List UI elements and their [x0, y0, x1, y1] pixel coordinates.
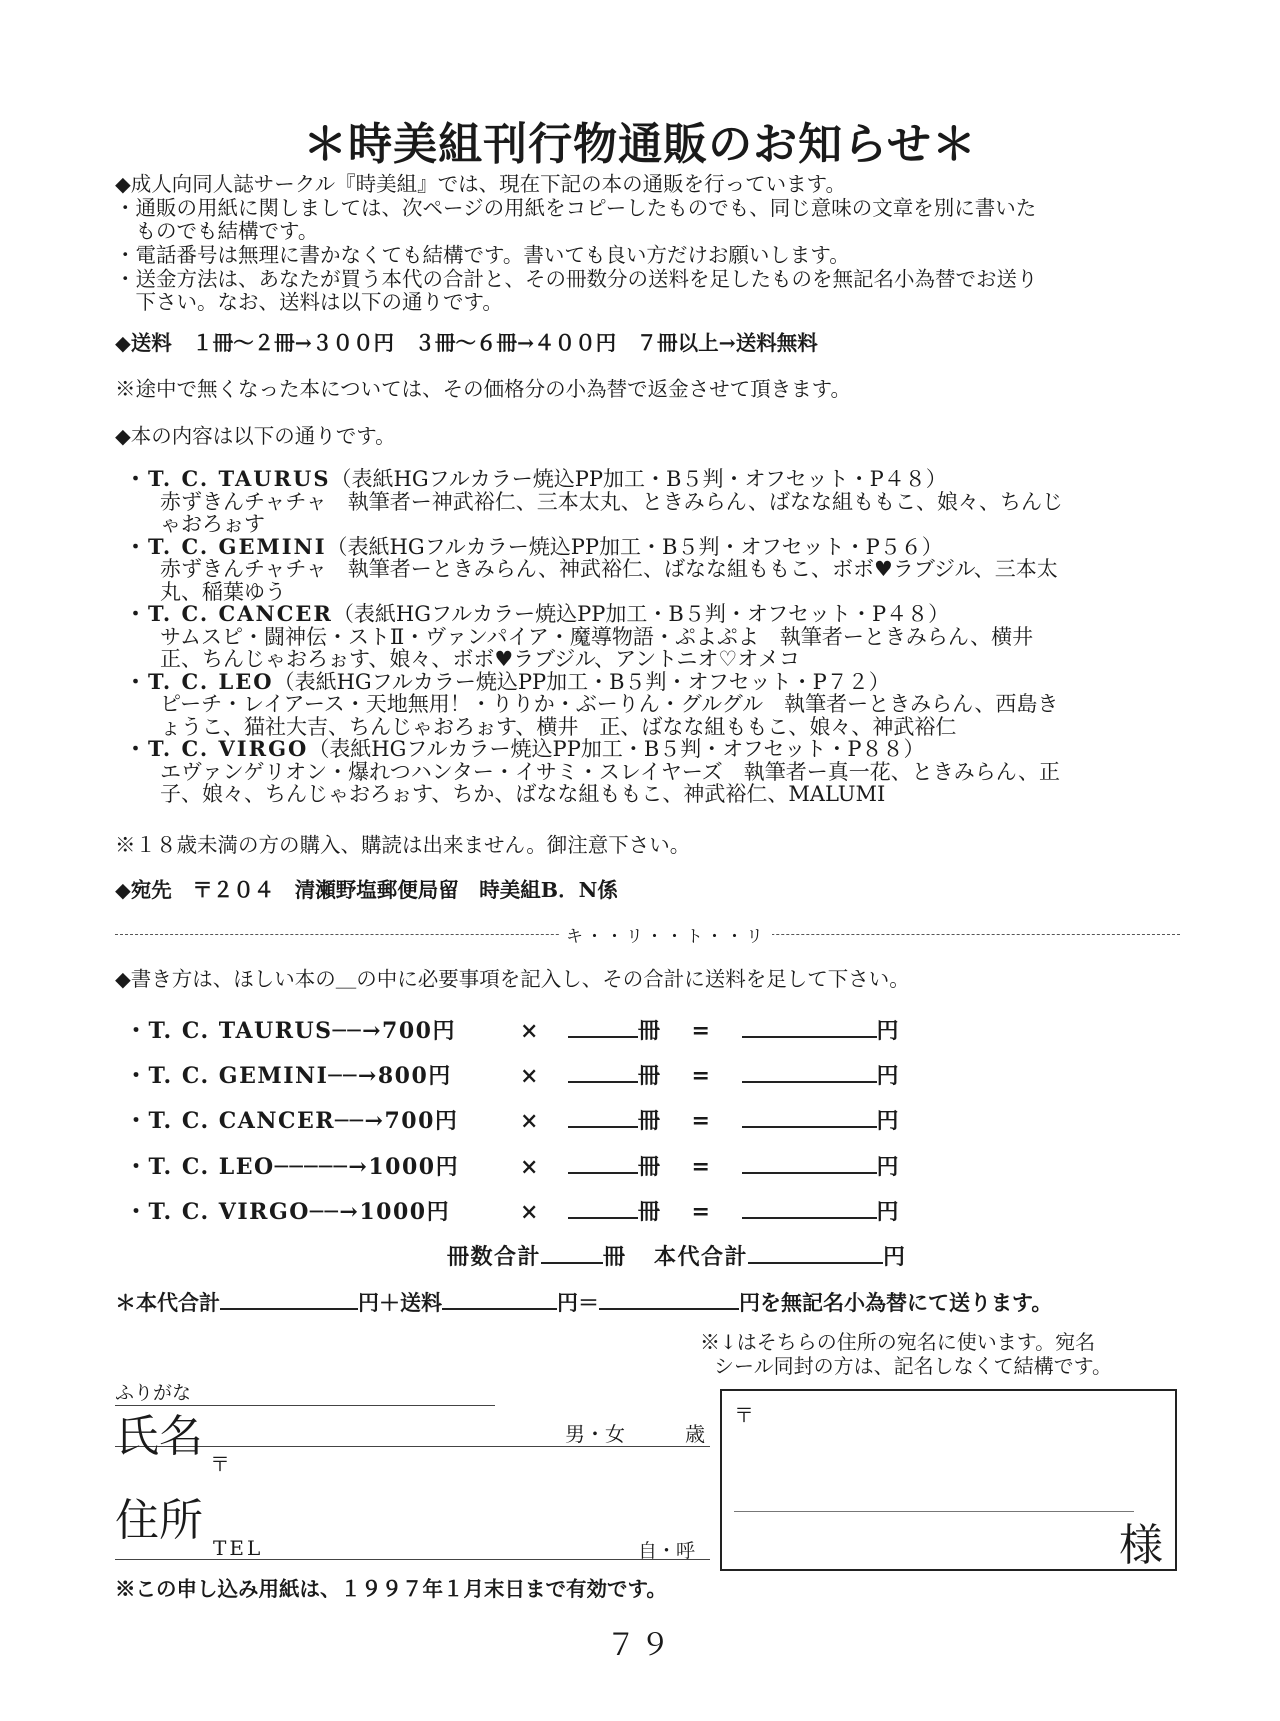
price: 700円 — [384, 1108, 459, 1134]
book-desc: 丸、稲葉ゆう — [160, 579, 286, 604]
yen: 円 — [876, 1018, 901, 1044]
total-count-field[interactable] — [541, 1244, 603, 1264]
book-name: ・T. C. GEMINI — [125, 1063, 329, 1089]
book-desc: 赤ずきんチャチャ 執筆者ーときみらん、神武裕仁、ばなな組ももこ、ボボ♥ラブジル、三本太 — [160, 557, 1058, 581]
times: × — [520, 1199, 540, 1225]
payment-line — [115, 1287, 1052, 1317]
book-entry — [125, 668, 1063, 739]
book-entry — [125, 468, 1063, 536]
name-field[interactable] — [115, 1400, 710, 1462]
payment-text: 円＝ — [557, 1290, 599, 1315]
tel-type-label: 自・呼 — [638, 1540, 696, 1562]
mailing-address: ◆宛先 〒２０４ 清瀬野塩郵便局留 時美組B．N係 — [115, 878, 618, 902]
equals: = — [691, 1154, 712, 1180]
age-label: 歳 — [685, 1422, 705, 1446]
tel-label: TEL — [213, 1536, 264, 1560]
arrow: ──→ — [309, 1199, 360, 1225]
book-name: ・T. C. LEO — [125, 1154, 275, 1180]
arrow: ─────→ — [274, 1154, 369, 1180]
times: × — [520, 1108, 540, 1134]
book-total-field[interactable] — [220, 1290, 358, 1310]
validity-note: ※この申し込み用紙は、１９９７年１月末日まで有効です。 — [115, 1577, 667, 1601]
order-row — [125, 1195, 900, 1226]
order-row — [125, 1104, 900, 1135]
payment-text: ＊本代合計 — [115, 1290, 220, 1315]
yen: 円 — [876, 1154, 901, 1180]
book-entry — [125, 533, 1063, 604]
price: 800円 — [377, 1063, 452, 1089]
amount-field[interactable] — [742, 1063, 877, 1083]
times: × — [520, 1154, 540, 1180]
equals: = — [691, 1063, 712, 1089]
book-name: ・T. C. LEO — [125, 668, 274, 694]
payment-text: 円＋送料 — [358, 1290, 442, 1315]
unit: 冊 — [638, 1154, 662, 1180]
book-list — [125, 468, 1063, 806]
label-note-line: ※↓はそちらの住所の宛名に使います。宛名 — [700, 1330, 1096, 1354]
yen: 円 — [876, 1199, 901, 1225]
unit: 冊 — [638, 1018, 662, 1044]
book-spec: （表紙HGフルカラー焼込PP加工・B５判・オフセット・P４８） — [332, 602, 950, 626]
book-desc: 赤ずきんチャチャ 執筆者ー神武裕仁、三本太丸、ときみらん、ばなな組ももこ、娘々、ちんじ — [160, 489, 1063, 514]
postal-mark: 〒 — [210, 1452, 230, 1476]
order-row — [125, 1014, 900, 1045]
price: 1000円 — [359, 1199, 451, 1225]
label-note-line: シール同封の方は、記名しなくて結構です。 — [714, 1354, 1112, 1378]
honorific: 様 — [1119, 1520, 1163, 1571]
amount-field[interactable] — [742, 1108, 877, 1128]
book-desc: ょうこ、猫社大吉、ちんじゃおろぉす、横井 正、ばなな組ももこ、娘々、神武裕仁 — [160, 714, 957, 739]
book-name: ・T. C. GEMINI — [125, 533, 327, 559]
intro-line: ・電話番号は無理に書かなくても結構です。書いても良い方だけお願いします。 — [115, 243, 850, 267]
address-label: 住所 — [115, 1495, 203, 1546]
book-desc: サムスピ・闘神伝・ストⅡ・ヴァンパイア・魔導物語・ぷよぷよ 執筆者ーときみらん、横井 — [160, 624, 1034, 649]
shipping-field[interactable] — [442, 1290, 557, 1310]
postal-mark: 〒 — [734, 1403, 754, 1427]
total-sum-field[interactable] — [748, 1244, 883, 1264]
book-spec: （表紙HGフルカラー焼込PP加工・B５判・オフセット・P４８） — [330, 467, 947, 491]
yen: 円 — [876, 1063, 901, 1089]
arrow: ──→ — [332, 1018, 383, 1044]
book-desc: 子、娘々、ちんじゃおろぉす、ちか、ばなな組ももこ、神武裕仁、MALUMI — [160, 782, 886, 806]
intro-line: ◆成人向同人誌サークル『時美組』では、現在下記の本の通販を行っています。 — [115, 172, 847, 196]
arrow: ──→ — [328, 1063, 378, 1089]
book-entry — [125, 738, 1063, 806]
intro-line: ものでも結構です。 — [115, 219, 319, 243]
price: 1000円 — [368, 1154, 460, 1180]
sum-unit: 円 — [883, 1244, 907, 1270]
payment-text: 円を無記名小為替にて送ります。 — [739, 1290, 1053, 1315]
book-spec: （表紙HGフルカラー焼込PP加工・B５判・オフセット・P８８） — [308, 737, 925, 761]
count-unit: 冊 — [603, 1244, 627, 1270]
order-row — [125, 1059, 900, 1090]
book-spec: （表紙HGフルカラー焼込PP加工・B５判・オフセット・P５６） — [326, 534, 943, 559]
equals: = — [691, 1108, 712, 1134]
address-label-box[interactable] — [720, 1389, 1177, 1571]
intro-line: ・送金方法は、あなたが買う本代の合計と、その冊数分の送料を足したものを無記名小為替でお送り — [115, 267, 1038, 291]
arrow: ──→ — [335, 1108, 385, 1134]
name-label: 氏名 — [115, 1411, 203, 1462]
book-entry — [125, 603, 1063, 671]
amount-field[interactable] — [742, 1018, 877, 1038]
shipping-rates: ◆送料 １冊～２冊→３００円 ３冊～６冊→４００円 ７冊以上→送料無料 — [115, 331, 818, 355]
totals-row — [447, 1240, 907, 1271]
book-name: ・T. C. CANCER — [125, 1108, 336, 1134]
intro-line: ・通販の用紙に関しましては、次ページの用紙をコピーしたものでも、同じ意味の文章を別に書いた — [115, 196, 1037, 220]
book-name: ・T. C. CANCER — [125, 601, 333, 626]
page-number: ７９ — [606, 1628, 674, 1663]
age-note: ※１８歳未満の方の購入、購読は出来ません。御注意下さい。 — [115, 833, 691, 857]
grand-total-field[interactable] — [599, 1290, 739, 1310]
order-row — [125, 1150, 900, 1181]
cut-label: キ・・リ・・ト・・リ — [560, 922, 772, 947]
label-rule — [734, 1511, 1134, 1512]
book-name: ・T. C. TAURUS — [125, 466, 331, 491]
unit: 冊 — [638, 1108, 662, 1134]
tel-field[interactable] — [115, 1534, 710, 1560]
unit: 冊 — [638, 1063, 662, 1089]
quantity-field[interactable] — [568, 1154, 638, 1174]
book-desc: ゃおろぉす — [160, 512, 265, 536]
quantity-field[interactable] — [568, 1108, 638, 1128]
book-desc: 正、ちんじゃおろぉす、娘々、ボボ♥ラブジル、アントニオ♡オメコ — [160, 647, 801, 671]
book-name: ・T. C. TAURUS — [125, 1018, 333, 1044]
count-label: 冊数合計 — [447, 1244, 542, 1270]
label-note — [700, 1330, 1112, 1378]
page-title: ＊時美組刊行物通販のお知らせ＊ — [303, 119, 977, 170]
furigana-label: ふりがな — [115, 1382, 192, 1404]
book-desc: ピーチ・レイアース・天地無用！・りりか・ぶーりん・グルグル 執筆者ーときみらん、西島き — [160, 692, 1059, 716]
times: × — [520, 1063, 540, 1089]
book-spec: （表紙HGフルカラー焼込PP加工・B５判・オフセット・P７２） — [273, 669, 890, 694]
yen: 円 — [876, 1108, 901, 1134]
refund-note: ※途中で無くなった本については、その価格分の小為替で返金させて頂きます。 — [115, 377, 851, 401]
book-name: ・T. C. VIRGO — [125, 1199, 310, 1225]
amount-field[interactable] — [742, 1199, 877, 1219]
intro-line: 下さい。なお、送料は以下の通りです。 — [115, 290, 503, 314]
quantity-field[interactable] — [568, 1199, 638, 1219]
amount-field[interactable] — [742, 1154, 877, 1174]
quantity-field[interactable] — [568, 1063, 638, 1083]
sex-label: 男・女 — [565, 1422, 625, 1446]
sum-label: 本代合計 — [654, 1244, 749, 1270]
equals: = — [691, 1018, 712, 1044]
quantity-field[interactable] — [568, 1018, 638, 1038]
form-instructions: ◆書き方は、ほしい本の＿の中に必要事項を記入し、その合計に送料を足して下さい。 — [115, 967, 910, 991]
contents-heading: ◆本の内容は以下の通りです。 — [115, 424, 396, 448]
book-name: ・T. C. VIRGO — [125, 736, 309, 761]
unit: 冊 — [638, 1199, 662, 1225]
equals: = — [691, 1199, 712, 1225]
price: 700円 — [382, 1018, 456, 1044]
book-desc: エヴァンゲリオン・爆れつハンター・イサミ・スレイヤーズ 執筆者ー真一花、ときみらん、正 — [160, 759, 1061, 784]
times: × — [520, 1018, 540, 1044]
